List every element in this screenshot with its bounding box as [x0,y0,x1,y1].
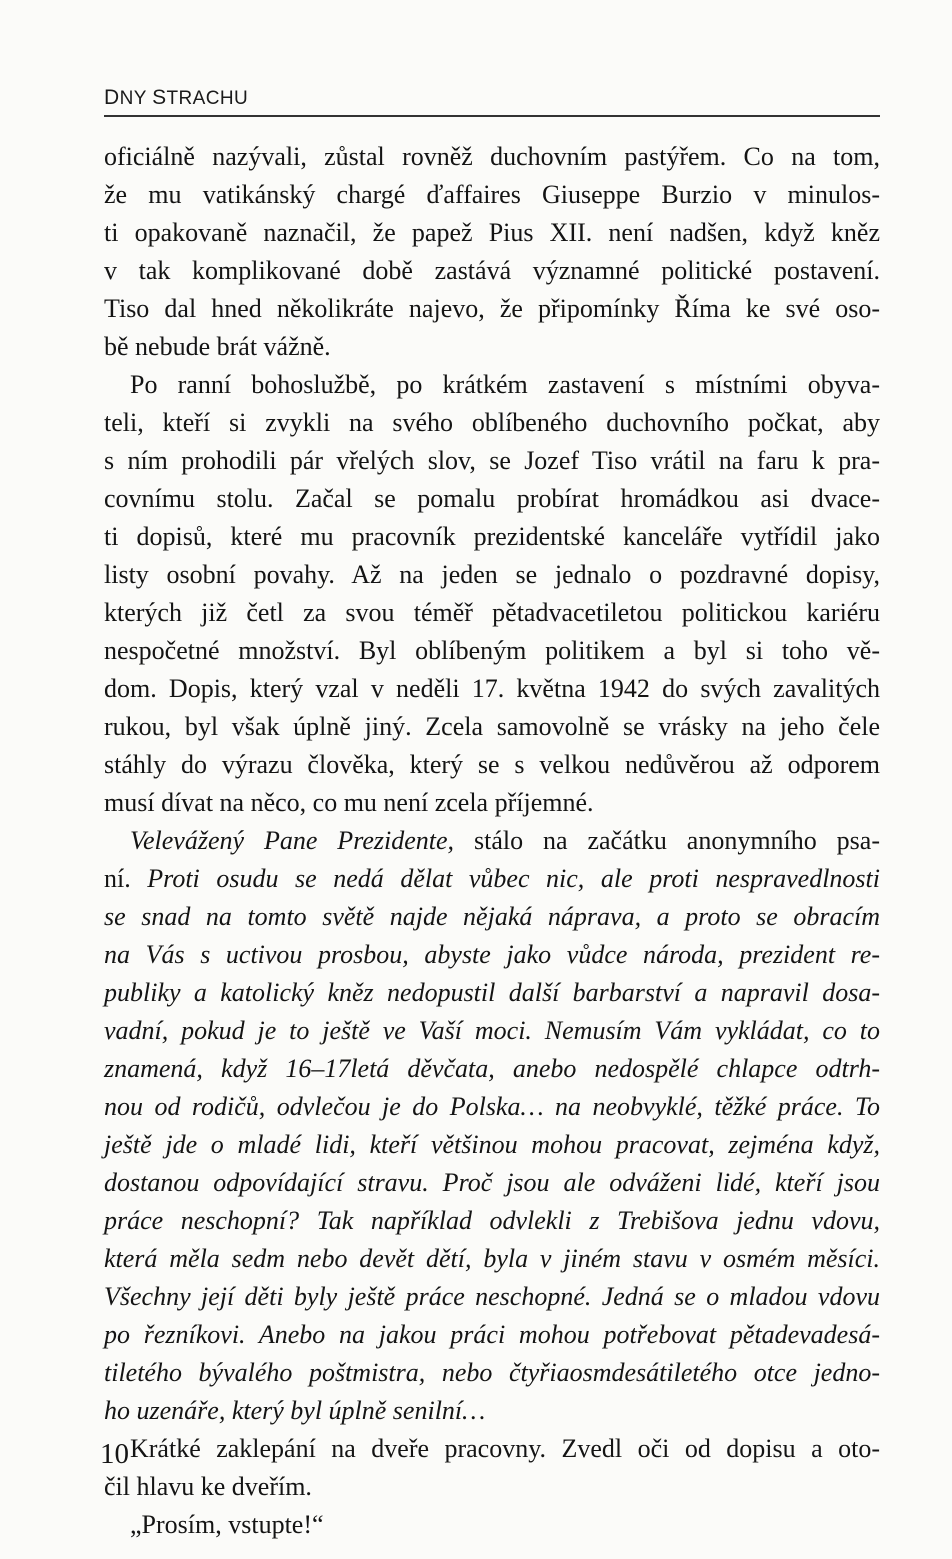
page-number: 10 [100,1438,129,1470]
text-segment: s ním prohodili pár vřelých slov, se Jozef Tiso vrátil na faru k pra- [104,446,880,475]
text-line [104,898,880,936]
text-segment: stálo na začátku anonymního psa- [454,826,881,855]
running-head-initial-1: D [104,86,120,109]
text-line [104,1088,880,1126]
text-line [104,328,880,366]
text-line [104,480,880,518]
text-segment: ti opakovaně naznačil, že papež Pius XII. není nadšen, když kněz [104,218,880,247]
text-segment: Všechny její děti byly ještě práce neschopné. Jedná se o mladou vdovu [104,1282,880,1311]
running-head-initial-2: S [152,86,167,109]
text-line [104,670,880,708]
text-line [104,366,880,404]
text-segment: covnímu stolu. Začal se pomalu probírat hromádkou asi dvace- [104,484,880,513]
text-line [104,290,880,328]
text-segment: rukou, byl však úplně jiný. Zcela samovolně se vrásky na jeho čele [104,712,880,741]
running-head-word-2: TRACHU [166,88,249,109]
text-line [104,708,880,746]
text-segment: dostanou odpovídající stravu. Proč jsou ale odváženi lidé, kteří jsou [104,1168,880,1197]
text-segment: dom. Dopis, který vzal v neděli 17. května 1942 do svých zavalitých [104,674,880,703]
text-line [104,936,880,974]
text-segment: bě nebude brát vážně. [104,332,331,361]
text-line [104,1126,880,1164]
text-segment: znamená, když 16–17letá děvčata, anebo nedospělé chlapce odtrh- [104,1054,880,1083]
text-segment: Velevážený Pane Prezidente, [130,826,455,855]
text-segment: na Vás s uctivou prosbou, abyste jako vůdce národa, prezident re- [104,940,880,969]
text-line [104,1164,880,1202]
text-line [104,1430,880,1468]
running-head [104,86,248,110]
text-segment: nespočetné množství. Byl oblíbeným politikem a byl si toho vě- [104,636,880,665]
text-line [104,860,880,898]
text-segment: se snad na tomto světě najde nějaká náprava, a proto se obracím [104,902,880,931]
text-line [104,138,880,176]
text-line [104,1354,880,1392]
text-line [104,404,880,442]
text-segment: Krátké zaklepání na dveře pracovny. Zvedl oči od dopisu a oto- [130,1434,880,1463]
text-line [104,1240,880,1278]
text-segment: oficiálně nazývali, zůstal rovněž duchovním pastýřem. Co na tom, [104,142,880,171]
text-line [104,1278,880,1316]
text-line [104,214,880,252]
text-segment: musí dívat na něco, co mu není zcela příjemné. [104,788,594,817]
text-segment: Tiso dal hned několikráte najevo, že připomínky Říma ke své oso- [104,294,880,323]
text-line [104,1012,880,1050]
text-line [104,632,880,670]
text-segment: práce neschopní? Tak například odvlekli z Trebišova jednu vdovu, [104,1206,880,1235]
text-line [104,442,880,480]
text-line [104,176,880,214]
text-segment: v tak komplikované době zastává významné politické postavení. [104,256,880,285]
text-segment: tiletého bývalého poštmistra, nebo čtyřiaosmdesátiletého otce jedno- [104,1358,880,1387]
text-segment: ti dopisů, které mu pracovník prezidentské kanceláře vytřídil jako [104,522,880,551]
text-line [104,1202,880,1240]
text-line [104,1316,880,1354]
text-segment: ní. [104,864,131,893]
text-segment: nou od rodičů, odvlečou je do Polska… na neobvyklé, těžké práce. To [104,1092,880,1121]
text-line [104,974,880,1012]
text-segment: Po ranní bohoslužbě, po krátkém zastavení s místními obyva- [130,370,880,399]
text-segment: „Prosím, vstupte!“ [130,1510,324,1539]
text-segment: ho uzenáře, který byl úplně senilní… [104,1396,486,1425]
text-line [104,252,880,290]
text-line [104,1468,880,1506]
text-line [104,746,880,784]
text-segment: teli, kteří si zvykli na svého oblíbeného duchovního počkat, aby [104,408,880,437]
body-text [104,138,880,1544]
text-line [104,784,880,822]
text-segment: ještě jde o mladé lidi, kteří většinou mohou pracovat, zejména když, [104,1130,880,1159]
text-line [104,518,880,556]
text-segment: vadní, pokud je to ještě ve Vaší moci. Nemusím Vám vykládat, co to [104,1016,880,1045]
text-segment: publiky a katolický kněz nedopustil další barbarství a napravil dosa- [104,978,880,1007]
running-head-word-1: NY [119,88,153,109]
text-segment: kterých již četl za svou téměř pětadvacetiletou politickou kariéru [104,598,880,627]
text-segment: Proti osudu se nedá dělat vůbec nic, ale proti nespravedlnosti [130,864,880,893]
text-segment: stáhly do výrazu člověka, který se s velkou nedůvěrou až odporem [104,750,880,779]
text-line [104,594,880,632]
text-line [104,556,880,594]
text-segment: která měla sedm nebo devět dětí, byla v jiném stavu v osmém měsíci. [104,1244,880,1273]
text-line [104,1392,880,1430]
text-segment: čil hlavu ke dveřím. [104,1472,312,1501]
text-segment: listy osobní povahy. Až na jeden se jednalo o pozdravné dopisy, [104,560,880,589]
text-segment: po řezníkovi. Anebo na jakou práci mohou potřebovat pětadevadesá- [104,1320,880,1349]
text-segment: že mu vatikánský chargé ďaffaires Giuseppe Burzio v minulos- [104,180,880,209]
text-line [104,1506,880,1544]
header-rule [104,115,880,117]
text-line [104,822,880,860]
text-line [104,1050,880,1088]
